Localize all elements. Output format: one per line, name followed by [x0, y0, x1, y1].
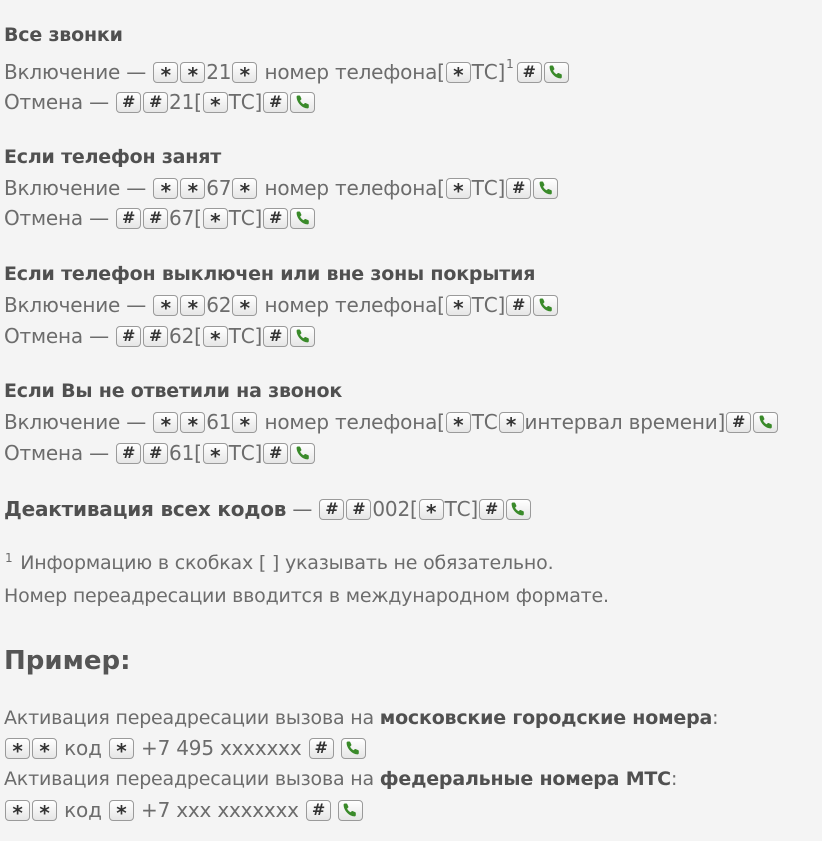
hash-key: #: [479, 499, 504, 520]
hash-key: #: [143, 326, 168, 347]
deactivate-all-line: Деактивация всех кодов — # # 002[ * ТС] #: [4, 495, 532, 523]
deactivate-all-label: Деактивация всех кодов: [4, 497, 287, 521]
star-key: *: [203, 326, 228, 347]
call-key-phone-icon: [290, 92, 315, 113]
hash-key: #: [116, 443, 141, 464]
example-title: Пример:: [4, 646, 131, 676]
cancel-line-busy: Отмена — # # 67[ * ТС] #: [4, 204, 316, 232]
section-title-unavailable: Если телефон выключен или вне зоны покрытия: [4, 263, 536, 285]
star-key: *: [153, 295, 178, 316]
footnote-mark: 1: [506, 57, 514, 71]
hash-key: #: [116, 92, 141, 113]
hash-key: #: [506, 295, 531, 316]
hash-key: #: [116, 326, 141, 347]
star-key: *: [32, 738, 57, 759]
hash-key: #: [263, 92, 288, 113]
star-key: *: [180, 412, 205, 433]
star-key: *: [180, 295, 205, 316]
star-key: *: [232, 295, 257, 316]
enable-line-all-calls: Включение — * * 21 * номер телефона[ * ТС] 1 #: [4, 58, 570, 86]
call-key-phone-icon: [753, 412, 778, 433]
hash-key: #: [143, 92, 168, 113]
enable-line-busy: Включение — * * 67 * номер телефона[ * ТС] #: [4, 174, 559, 202]
call-key-phone-icon: [338, 800, 363, 821]
star-key: *: [232, 62, 257, 83]
hash-key: #: [143, 208, 168, 229]
example-moscow-caption: Активация переадресации вызова на московские городские номера:: [4, 707, 719, 729]
hash-key: #: [143, 443, 168, 464]
star-key: *: [203, 92, 228, 113]
hash-key: #: [309, 738, 334, 759]
star-key: *: [109, 738, 134, 759]
call-key-phone-icon: [341, 738, 366, 759]
hash-key: #: [263, 443, 288, 464]
star-key: *: [446, 412, 471, 433]
call-key-phone-icon: [533, 178, 558, 199]
hash-key: #: [306, 800, 331, 821]
section-title-all-calls: Все звонки: [4, 24, 123, 46]
star-key: *: [499, 412, 524, 433]
call-key-phone-icon: [290, 208, 315, 229]
star-key: *: [153, 412, 178, 433]
call-key-phone-icon: [506, 499, 531, 520]
example-federal-code: * * код * +7 ххх ххххххх #: [4, 796, 364, 824]
call-key-phone-icon: [290, 443, 315, 464]
section-title-busy: Если телефон занят: [4, 146, 222, 168]
hash-key: #: [506, 178, 531, 199]
star-key: *: [446, 62, 471, 83]
cancel-line-no-answer: Отмена — # # 61[ * ТС] #: [4, 439, 316, 467]
enable-line-no-answer: Включение — * * 61 * номер телефона[ * ТС * интервал времени] #: [4, 408, 779, 436]
star-key: *: [32, 800, 57, 821]
footnote-international-format: Номер переадресации вводится в международном формате.: [4, 585, 609, 607]
cancel-line-unavailable: Отмена — # # 62[ * ТС] #: [4, 322, 316, 350]
star-key: *: [180, 178, 205, 199]
example-federal-caption: Активация переадресации вызова на федеральные номера МТС:: [4, 768, 678, 790]
hash-key: #: [517, 62, 542, 83]
hash-key: #: [726, 412, 751, 433]
footnote-optional-brackets: $^1$ Информацию в скобках [ ] указывать не обязательно.: [5, 551, 554, 574]
star-key: *: [5, 738, 30, 759]
star-key: *: [5, 800, 30, 821]
star-key: *: [232, 412, 257, 433]
call-key-phone-icon: [290, 326, 315, 347]
call-key-phone-icon: [533, 295, 558, 316]
hash-key: #: [263, 208, 288, 229]
star-key: *: [203, 443, 228, 464]
star-key: *: [203, 208, 228, 229]
hash-key: #: [346, 499, 371, 520]
hash-key: #: [116, 208, 141, 229]
star-key: *: [153, 178, 178, 199]
hash-key: #: [263, 326, 288, 347]
star-key: *: [109, 800, 134, 821]
star-key: *: [446, 295, 471, 316]
section-title-no-answer: Если Вы не ответили на звонок: [4, 380, 343, 402]
star-key: *: [419, 499, 444, 520]
cancel-line-all-calls: Отмена — # # 21[ * ТС] #: [4, 88, 316, 116]
enable-line-unavailable: Включение — * * 62 * номер телефона[ * ТС] #: [4, 291, 559, 319]
star-key: *: [153, 62, 178, 83]
hash-key: #: [319, 499, 344, 520]
call-key-phone-icon: [544, 62, 569, 83]
star-key: *: [232, 178, 257, 199]
star-key: *: [446, 178, 471, 199]
star-key: *: [180, 62, 205, 83]
example-moscow-code: * * код * +7 495 ххххххх #: [4, 734, 367, 762]
